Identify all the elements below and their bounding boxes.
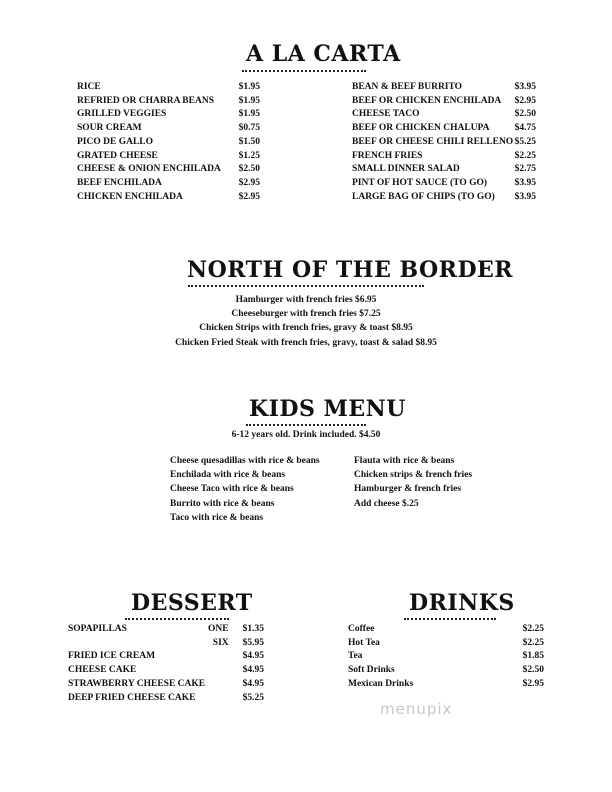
menu-item: REFRIED OR CHARRA BEANS $1.95 <box>77 95 260 106</box>
menu-item: GRATED CHEESE $1.25 <box>77 150 260 161</box>
ala-carta-left-list <box>77 81 260 204</box>
kids-item: Cheese quesadillas with rice & beans <box>170 456 320 466</box>
ala-carta-right-list <box>352 81 536 204</box>
dessert-title: DESSERT <box>131 590 253 616</box>
menu-item: STRAWBERRY CHEESE CAKE $4.95 <box>68 678 264 689</box>
menu-item: FRIED ICE CREAM $4.95 <box>68 651 264 662</box>
menu-item: Tea $1.85 <box>348 651 544 662</box>
menu-item: DEEP FRIED CHEESE CAKE $5.25 <box>68 692 264 703</box>
ala-carta-divider <box>242 70 366 72</box>
menu-item: PICO DE GALLO $1.50 <box>77 136 260 147</box>
kids-item: Burrito with rice & beans <box>170 498 275 509</box>
menu-item: SOUR CREAM $0.75 <box>77 123 260 134</box>
menu-item: CHICKEN ENCHILADA $2.95 <box>77 191 260 202</box>
watermark: menupix <box>380 700 453 718</box>
menu-item: BEEF OR CHICKEN ENCHILADA $2.95 <box>352 95 536 106</box>
menu-item: CHEESE CAKE $4.95 <box>68 665 264 676</box>
kids-item: Hamburger & french fries <box>354 484 462 495</box>
dessert-list <box>68 623 264 705</box>
kids-item: Enchilada with rice & beans <box>170 470 286 481</box>
kids-item: Taco with rice & beans <box>170 512 264 523</box>
kids-subtitle: 6-12 years old. Drink included. $4.50 <box>231 430 381 440</box>
drinks-divider <box>404 618 496 620</box>
ala-carta-title: A LA CARTA <box>246 41 401 67</box>
menu-item: SMALL DINNER SALAD $2.75 <box>352 164 536 175</box>
kids-item: Flauta with rice & beans <box>354 456 455 466</box>
north-item: Chicken Strips with french fries, gravy & toast $8.95 <box>199 323 413 334</box>
menu-item: CHEESE & ONION ENCHILADA $2.50 <box>77 164 260 175</box>
menu-item: PINT OF HOT SAUCE (TO GO) $3.95 <box>352 177 536 188</box>
menu-item: GRILLED VEGGIES $1.95 <box>77 109 260 120</box>
kids-title: KIDS MENU <box>249 396 406 422</box>
drinks-title: DRINKS <box>409 590 515 616</box>
menu-item: Soft Drinks $2.50 <box>348 665 544 676</box>
menu-item: Hot Tea $2.25 <box>348 637 544 648</box>
north-divider <box>188 285 424 287</box>
menu-item: BEAN & BEEF BURRITO $3.95 <box>352 82 536 92</box>
menu-item: LARGE BAG OF CHIPS (TO GO) $3.95 <box>352 191 536 202</box>
menu-item: BEEF ENCHILADA $2.95 <box>77 177 260 188</box>
menu-item-sopapillas-six: SIX $5.95 <box>212 637 264 648</box>
north-item: Chicken Fried Steak with french fries, gravy, toast & salad $8.95 <box>175 337 437 348</box>
north-list <box>106 293 506 350</box>
menu-item: BEEF OR CHICKEN CHALUPA $4.75 <box>352 123 536 134</box>
dessert-divider <box>125 618 229 620</box>
kids-divider <box>246 424 366 426</box>
menu-item: Coffee $2.25 <box>348 624 544 634</box>
drinks-list <box>348 623 544 692</box>
kids-right-list <box>354 454 472 511</box>
menu-item: CHEESE TACO $2.50 <box>352 109 536 120</box>
north-item: Cheeseburger with french fries $7.25 <box>231 309 381 320</box>
menu-item: FRENCH FRIES $2.25 <box>352 150 536 161</box>
menu-item: RICE $1.95 <box>77 82 260 92</box>
menu-item: Mexican Drinks $2.95 <box>348 678 544 689</box>
kids-item: Cheese Taco with rice & beans <box>170 484 294 495</box>
kids-item: Add cheese $.25 <box>354 498 419 509</box>
menu-item: BEEF OR CHEESE CHILI RELLENO $5.25 <box>352 136 536 147</box>
north-title: NORTH OF THE BORDER <box>187 257 514 283</box>
menu-item-sopapillas-one: SOPAPILLAS ONE $1.35 <box>68 624 264 634</box>
kids-left-list <box>170 454 320 525</box>
kids-item: Chicken strips & french fries <box>354 470 473 481</box>
north-item: Hamburger with french fries $6.95 <box>235 295 377 305</box>
